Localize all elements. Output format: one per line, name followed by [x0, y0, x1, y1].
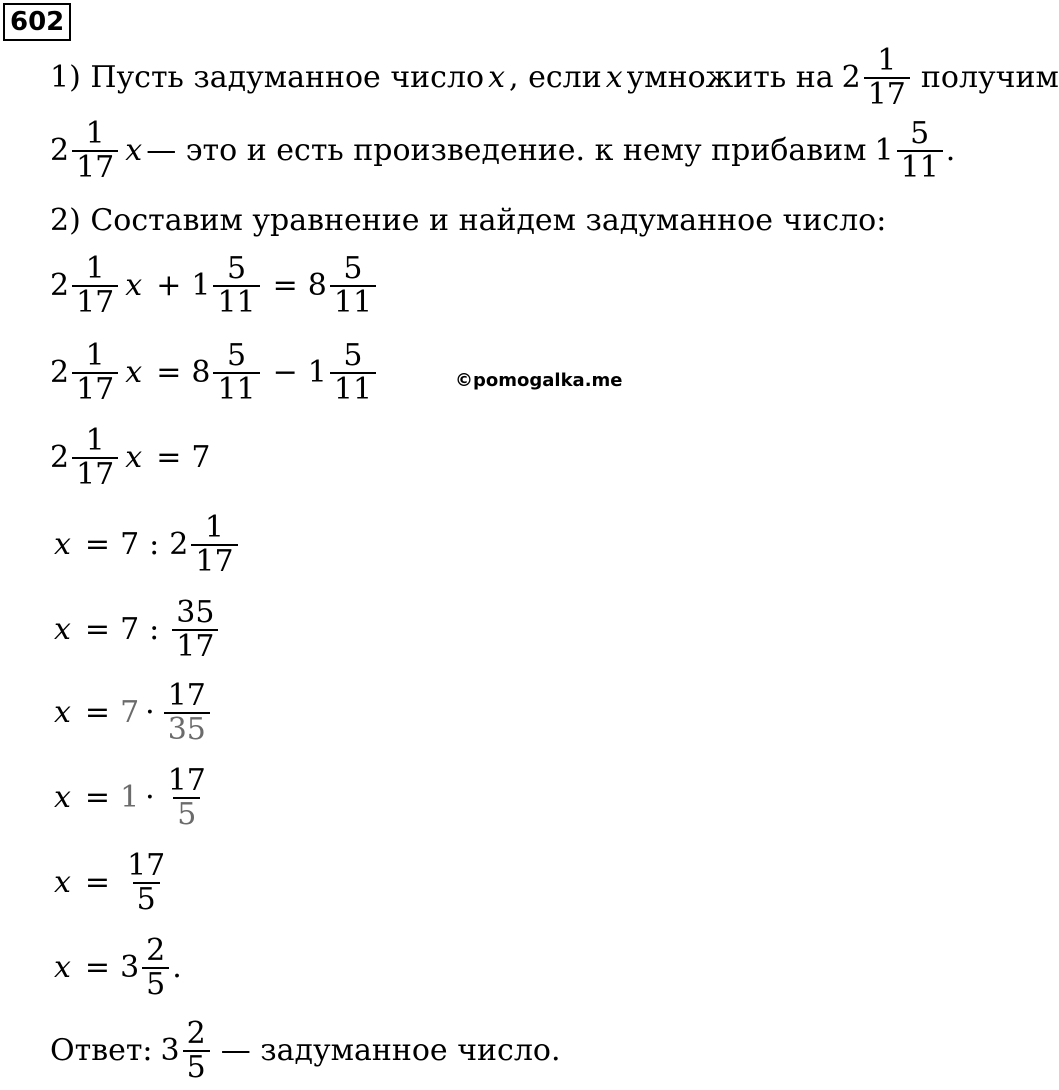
fraction: [183, 1018, 210, 1083]
equals-sign: =: [84, 695, 111, 730]
equation-5: [50, 597, 221, 662]
fraction: [72, 253, 118, 318]
step2-text: 2) Составим уравнение и найдем задуманное число:: [50, 203, 887, 238]
denominator: 17: [172, 629, 218, 663]
numerator: 5: [343, 338, 363, 373]
numerator: 5: [226, 251, 247, 286]
fraction: [330, 253, 376, 318]
equals-sign: =: [84, 865, 111, 900]
equation-8: [50, 850, 172, 915]
denominator: 5: [183, 1050, 210, 1084]
fraction: [72, 118, 118, 183]
fraction: [897, 118, 943, 183]
equals-sign: =: [156, 355, 182, 390]
equation-1: [50, 253, 379, 318]
numerator: 35: [176, 595, 215, 630]
denominator: 5: [173, 797, 200, 831]
variable: x: [125, 440, 143, 475]
fraction: [72, 425, 118, 490]
step1-cont-line: [50, 118, 955, 183]
denominator: 35: [164, 712, 210, 746]
fraction: [72, 340, 118, 405]
multiplication-dot: ·: [145, 780, 155, 815]
numerator: 1: [85, 251, 105, 286]
mixed-whole: 2: [841, 60, 861, 95]
numerator: 5: [910, 116, 930, 151]
multiplication-dot: ·: [145, 695, 155, 730]
equals-sign: =: [84, 780, 111, 815]
watermark: ©pomogalka.me: [455, 370, 623, 391]
numerator: 2: [146, 933, 166, 968]
value: 7: [120, 527, 140, 562]
fraction: [330, 340, 376, 405]
denominator: 17: [72, 150, 118, 184]
answer-label: Ответ:: [50, 1033, 153, 1068]
denominator: 11: [330, 285, 376, 319]
numerator: 2: [186, 1016, 206, 1051]
mixed-whole: 2: [50, 440, 70, 475]
variable: x: [54, 527, 71, 562]
variable: x: [605, 60, 623, 95]
equation-2: [50, 340, 379, 405]
mixed-whole: 3: [160, 1033, 180, 1068]
fraction: [191, 512, 237, 577]
numerator: 17: [167, 678, 206, 713]
problem-number: 602: [3, 3, 71, 41]
denominator: 5: [133, 882, 160, 916]
variable: x: [54, 695, 71, 730]
denominator: 11: [330, 372, 376, 406]
period: .: [172, 950, 182, 985]
rhs-value: 7: [191, 440, 211, 475]
mixed-whole: 3: [120, 950, 140, 985]
minus-sign: −: [272, 355, 298, 390]
numerator: 5: [226, 338, 247, 373]
division-sign: :: [149, 527, 160, 562]
denominator: 17: [191, 544, 237, 578]
answer-text: — задуманное число.: [220, 1033, 561, 1068]
fraction: [864, 45, 910, 110]
denominator: 17: [72, 372, 118, 406]
division-sign: :: [149, 612, 160, 647]
numerator: 1: [85, 338, 105, 373]
denominator: 11: [897, 150, 943, 184]
denominator: 17: [72, 457, 118, 491]
numerator: 17: [167, 763, 206, 798]
numerator: 1: [85, 423, 105, 458]
variable: x: [125, 133, 143, 168]
denominator: 11: [213, 285, 259, 319]
variable: x: [54, 865, 71, 900]
step1-text-b: , если: [509, 60, 602, 95]
denominator: 17: [864, 77, 910, 111]
variable: x: [54, 950, 71, 985]
equation-9: [50, 935, 182, 1000]
fraction: [164, 680, 210, 745]
fraction: [213, 253, 259, 318]
fraction: [123, 850, 169, 915]
mixed-whole: 2: [169, 527, 189, 562]
numerator: 1: [85, 116, 105, 151]
mixed-whole: 2: [50, 355, 70, 390]
answer-line: [50, 1018, 561, 1083]
step1-text-a: 1) Пусть задуманное число: [50, 60, 485, 95]
plus-sign: +: [156, 268, 182, 303]
period: .: [945, 133, 956, 168]
mixed-whole: 8: [191, 355, 211, 390]
equals-sign: =: [272, 268, 298, 303]
denominator: 17: [72, 285, 118, 319]
step1-cont-text: — это и есть произведение. к нему прибавим: [146, 133, 867, 168]
equation-3: [50, 425, 210, 490]
variable: x: [54, 780, 71, 815]
equals-sign: =: [84, 612, 111, 647]
denominator: 5: [142, 967, 169, 1001]
fraction: [172, 597, 218, 662]
mixed-whole: 8: [307, 268, 327, 303]
numerator: 5: [343, 251, 363, 286]
variable: x: [488, 60, 506, 95]
equals-sign: =: [84, 950, 111, 985]
value: 7: [120, 612, 140, 647]
equation-7: [50, 765, 213, 830]
mixed-whole: 2: [50, 133, 70, 168]
step1-text-d: получим: [920, 60, 1059, 95]
mixed-whole: 1: [191, 268, 211, 303]
fraction: [164, 765, 210, 830]
mixed-whole: 2: [50, 268, 70, 303]
variable: x: [125, 268, 143, 303]
equals-sign: =: [156, 440, 182, 475]
equals-sign: =: [84, 527, 111, 562]
fraction: [142, 935, 169, 1000]
numerator: 1: [877, 43, 897, 78]
step1-line: [50, 45, 1059, 110]
fraction: [213, 340, 259, 405]
denominator: 11: [213, 372, 259, 406]
mixed-whole: 1: [874, 133, 894, 168]
variable: x: [54, 612, 71, 647]
value: 1: [120, 780, 140, 815]
value: 7: [120, 695, 140, 730]
mixed-whole: 1: [307, 355, 327, 390]
numerator: 17: [127, 848, 166, 883]
numerator: 1: [204, 510, 224, 545]
equation-6: [50, 680, 213, 745]
variable: x: [125, 355, 143, 390]
step2-line: [50, 203, 886, 238]
step1-text-c: умножить на: [626, 60, 834, 95]
equation-4: [50, 512, 241, 577]
